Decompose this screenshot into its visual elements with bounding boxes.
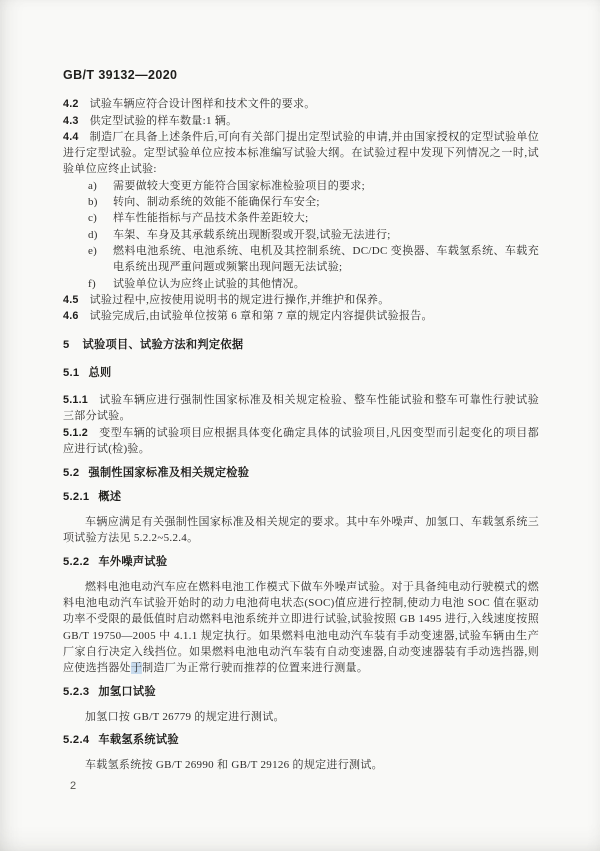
clause-4-2-number: 4.2 <box>63 98 79 111</box>
paragraph-5-2-2 <box>63 579 539 677</box>
list-item-f-text: 试验单位认为应终止试验的其他情况。 <box>113 277 306 290</box>
clause-5-1-2-number: 5.1.2 <box>63 426 89 439</box>
clause-4-3-text: 供定型试验的样车数量:1 辆。 <box>89 114 238 127</box>
paragraph-5-2-2-text: 燃料电池电动汽车应在燃料电池工作模式下做车外噪声试验。对于具备纯电动行驶模式的燃料电池电动汽车试验开始时的动力电池荷电状态(SOC)值应进行控制,使动力电池 SOC 值在驱动功率不受限的最低值时启动燃料电池系统并立即进行试验,试验按照 GB 1495 进行,入线速度按照 GB/T 19750—2005 中 4.1.1 规定执行。如果燃料电池电动汽车装有手动变速器,试验车辆由生产厂家自行决定入线挡位。如果燃料电池电动汽车装有自动变速器,自动变速器装有手动选挡器,则应使选挡器处 <box>63 580 539 675</box>
section-5-1-title: 总则 <box>88 366 112 379</box>
section-heading-5-1 <box>63 365 539 381</box>
list-item-d-label: d) <box>88 228 98 241</box>
termination-conditions-list <box>88 178 539 292</box>
section-heading-5-2-1 <box>63 489 539 505</box>
list-item-e-label: e) <box>88 244 98 257</box>
section-5-title: 试验项目、试验方法和判定依据 <box>82 339 244 352</box>
section-5-2-3-title: 加氢口试验 <box>98 685 156 698</box>
section-5-1-number: 5.1 <box>63 366 80 379</box>
clause-4-6-number: 4.6 <box>63 310 79 323</box>
clause-4-6-text: 试验完成后,由试验单位按第 6 章和第 7 章的规定内容提供试验报告。 <box>89 310 433 323</box>
list-item-e <box>88 243 539 276</box>
list-item-b <box>88 194 539 210</box>
section-heading-5 <box>63 337 539 353</box>
paragraph-5-2-4: 车载氢系统按 GB/T 26990 和 GB/T 29126 的规定进行测试。 <box>85 759 383 772</box>
clause-4-3 <box>63 113 539 129</box>
clause-5-1-1 <box>63 392 539 425</box>
section-heading-5-2-3 <box>63 684 539 700</box>
section-heading-5-2 <box>63 465 539 481</box>
section-5-2-1-number: 5.2.1 <box>63 490 90 503</box>
selection-highlight: 于 <box>130 662 143 675</box>
list-item-b-text: 转向、制动系统的效能不能确保行车安全; <box>113 196 320 209</box>
list-item-c-label: c) <box>88 212 98 225</box>
section-heading-5-2-4 <box>63 732 539 748</box>
list-item-f-label: f) <box>88 277 96 290</box>
list-item-d <box>88 227 539 243</box>
clause-4-3-number: 4.3 <box>63 114 79 127</box>
clause-5-1-2-text: 变型车辆的试验项目应根据具体变化确定具体的试验项目,凡因变型而引起变化的项目都应进行试(检)验。 <box>63 426 539 455</box>
page-content <box>63 67 539 774</box>
clause-5-1-2 <box>63 425 539 458</box>
list-item-c-text: 样车性能指标与产品技术条件差距较大; <box>113 212 309 225</box>
clause-4-4-number: 4.4 <box>63 130 79 143</box>
clause-4-5-text: 试验过程中,应按使用说明书的规定进行操作,并维护和保养。 <box>89 293 390 306</box>
section-5-2-1-title: 概述 <box>98 490 122 503</box>
section-heading-5-2-2 <box>63 554 539 570</box>
section-5-2-4-number: 5.2.4 <box>63 734 90 747</box>
section-5-number: 5 <box>63 339 70 352</box>
clause-4-4-text: 制造厂在具备上述条件后,可向有关部门提出定型试验的申请,并由国家授权的定型试验单位进行定型试验。定型试验单位应按本标准编写试验大纲。在试验过程中发现下列情况之一时,试验单位应终止试验: <box>63 130 539 176</box>
list-item-d-text: 车架、车身及其承载系统出现断裂或开裂,试验无法进行; <box>113 228 391 241</box>
standard-number: GB/T 39132—2020 <box>63 68 178 82</box>
list-item-b-label: b) <box>88 196 98 209</box>
section-5-2-2-title: 车外噪声试验 <box>98 556 168 569</box>
paragraph-5-2-2-text-after: 制造厂为正常行驶而推荐的位置来进行测量。 <box>142 662 369 675</box>
clause-4-2-text: 试验车辆应符合设计图样和技术文件的要求。 <box>89 98 316 111</box>
list-item-f <box>88 276 539 292</box>
clause-4-2 <box>63 96 539 112</box>
paragraph-5-2-1: 车辆应满足有关强制性国家标准及相关规定的要求。其中车外噪声、加氢口、车载氢系统三项试验方法见 5.2.2~5.2.4。 <box>63 515 539 545</box>
list-item-e-text: 燃料电池系统、电池系统、电机及其控制系统、DC/DC 变换器、车载氢系统、车载充电系统出现严重问题或频繁出现问题无法试验; <box>113 244 539 274</box>
section-5-2-title: 强制性国家标准及相关规定检验 <box>88 467 250 480</box>
list-item-a <box>88 178 539 194</box>
list-item-a-text: 需要做较大变更方能符合国家标准检验项目的要求; <box>113 179 365 192</box>
list-item-a-label: a) <box>88 179 98 192</box>
clause-4-4 <box>63 129 539 178</box>
paragraph-5-2-3: 加氢口按 GB/T 26779 的规定进行测试。 <box>85 710 285 723</box>
clause-4-5-number: 4.5 <box>63 293 79 306</box>
list-item-c <box>88 210 539 226</box>
clause-4-5 <box>63 292 539 308</box>
page-number: 2 <box>70 780 77 792</box>
clause-4-6 <box>63 308 539 324</box>
section-5-2-3-number: 5.2.3 <box>63 685 90 698</box>
clause-5-1-1-text: 试验车辆应进行强制性国家标准及相关规定检验、整车性能试验和整车可靠性行驶试验三部分试验。 <box>63 394 539 423</box>
clause-5-1-1-number: 5.1.1 <box>63 394 89 407</box>
section-5-2-4-title: 车载氢系统试验 <box>98 734 179 747</box>
section-5-2-2-number: 5.2.2 <box>63 556 90 569</box>
section-5-2-number: 5.2 <box>63 467 80 480</box>
